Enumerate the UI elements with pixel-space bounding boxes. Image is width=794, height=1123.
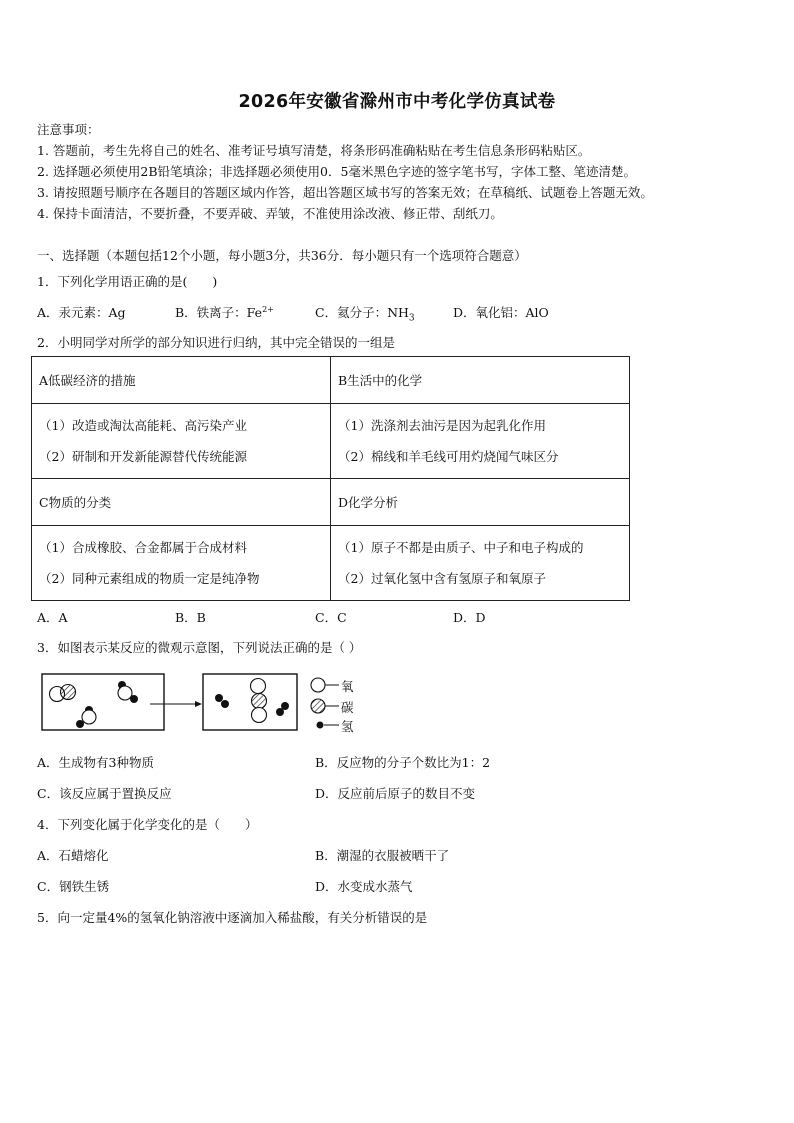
legend-carbon-label: 碳	[341, 700, 354, 715]
product-co2	[251, 679, 267, 723]
q4-option-c: C．钢铁生锈	[37, 879, 110, 894]
legend-oxygen-symbol	[311, 678, 325, 692]
cell-line: （2）过氧化氢中含有氢原子和氧原子	[338, 571, 546, 586]
cell-line: （2）棉线和羊毛线可用灼烧闻气味区分	[338, 449, 559, 464]
q2-option-c: C．C	[315, 610, 347, 625]
legend-hydrogen-symbol	[317, 722, 324, 729]
cell-line: （1）改造或淘汰高能耗、高污染产业	[39, 418, 247, 433]
q5-stem: 5．向一定量4%的氢氧化钠溶液中逐滴加入稀盐酸，有关分析错误的是	[37, 910, 428, 925]
product-h2	[215, 694, 229, 708]
legend-carbon-symbol	[311, 699, 325, 713]
legend-hydrogen-label: 氢	[341, 719, 354, 734]
q1-option-d: D．氧化铝：AlO	[453, 305, 549, 320]
q1-option-b: B．铁离子：$Fe^{2+}$	[175, 304, 274, 320]
co-molecule	[50, 685, 76, 702]
cell-b-content	[331, 404, 630, 479]
q1-option-a: A．汞元素：Ag	[37, 305, 126, 320]
cell-d-content	[331, 526, 630, 601]
page-title: 2026年安徽省滁州市中考化学仿真试卷	[238, 92, 556, 112]
cell-line: （1）原子不都是由质子、中子和电子构成的	[338, 540, 584, 555]
cell-c-content	[32, 526, 331, 601]
q2-option-d: D．D	[453, 610, 486, 625]
q4-option-a: A．石蜡熔化	[37, 848, 109, 863]
cell-line: （1）合成橡胶、合金都属于合成材料	[39, 540, 247, 555]
note-item: 1. 答题前，考生先将自己的姓名、准考证号填写清楚，将条形码准确粘贴在考生信息条形码粘贴区。	[37, 143, 591, 158]
legend-oxygen-label: 氧	[341, 679, 354, 694]
section-heading: 一、选择题（本题包括12个小题，每小题3分，共36分．每小题只有一个选项符合题意）	[37, 248, 527, 263]
q3-option-d: D．反应前后原子的数目不变	[315, 786, 476, 801]
q1-option-c: C．氦分子：$NH_3$	[315, 305, 415, 324]
product-h2-2	[276, 702, 289, 716]
q3-option-a: A．生成物有3种物质	[37, 755, 154, 770]
q3-option-c: C．该反应属于置换反应	[37, 786, 172, 801]
q4-option-d: D．水变成水蒸气	[315, 879, 413, 894]
cell-d-head: D化学分析	[331, 479, 630, 526]
notes-heading: 注意事项：	[37, 122, 100, 137]
reactant-box	[42, 674, 164, 730]
note-item: 2. 选择题必须使用2B铅笔填涂；非选择题必须使用0．5毫米黑色字迹的签字笔书写，字体工整、笔迹清楚。	[37, 164, 636, 179]
cell-a-head: A低碳经济的措施	[32, 357, 331, 404]
q3-option-b: B．反应物的分子个数比为1：2	[315, 755, 491, 770]
cell-c-head: C物质的分类	[32, 479, 331, 526]
q1-stem: 1．下列化学用语正确的是( )	[37, 274, 218, 289]
cell-line: （2）同种元素组成的物质一定是纯净物	[39, 571, 260, 586]
cell-b-head: B生活中的化学	[331, 357, 630, 404]
arrow-head	[195, 701, 202, 707]
q2-stem: 2．小明同学对所学的部分知识进行归纳，其中完全错误的一组是	[37, 335, 395, 350]
q2-option-b: B．B	[175, 610, 206, 625]
cell-line: （1）洗涤剂去油污是因为起乳化作用	[338, 418, 546, 433]
q2-table	[31, 356, 630, 601]
h2o-molecule-2	[118, 681, 138, 703]
q4-stem: 4．下列变化属于化学变化的是（ ）	[37, 817, 258, 832]
q3-stem: 3．如图表示某反应的微观示意图，下列说法正确的是（ ）	[37, 640, 362, 655]
cell-line: （2）研制和开发新能源替代传统能源	[39, 449, 247, 464]
product-box	[203, 674, 297, 730]
h2o-molecule-1	[76, 706, 96, 728]
reaction-diagram	[30, 668, 370, 736]
cell-a-content	[32, 404, 331, 479]
note-item: 4. 保持卡面清洁，不要折叠，不要弄破、弄皱，不准使用涂改液、修正带、刮纸刀。	[37, 206, 503, 221]
q4-option-b: B．潮湿的衣服被晒干了	[315, 848, 450, 863]
note-item: 3. 请按照题号顺序在各题目的答题区域内作答，超出答题区域书写的答案无效；在草稿纸、试题卷上答题无效。	[37, 185, 653, 200]
q2-option-a: A．A	[37, 610, 68, 625]
